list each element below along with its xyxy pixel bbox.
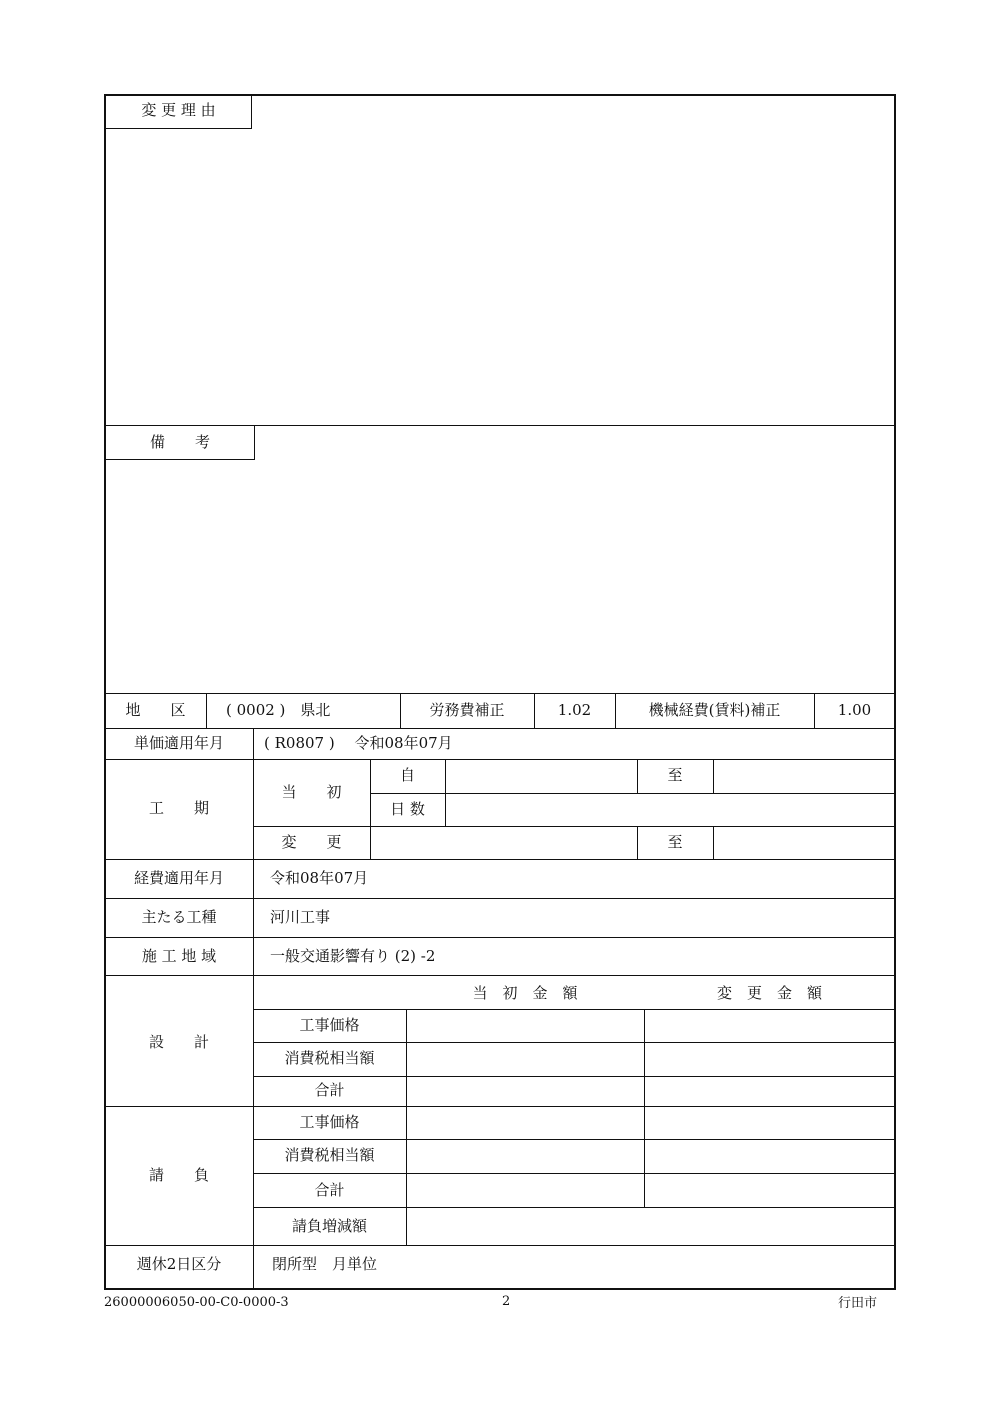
design-row-total: 合計 xyxy=(314,1081,345,1099)
rule xyxy=(105,1245,895,1246)
district-value: ( 0002 ) 県北 xyxy=(226,701,331,719)
machine-correction-value: 1.00 xyxy=(837,701,872,719)
design-row-price: 工事価格 xyxy=(299,1016,360,1034)
construction-area-value: 一般交通影響有り (2) -2 xyxy=(270,947,436,965)
weekly-holiday-value: 閉所型 月単位 xyxy=(272,1255,378,1273)
remarks-label: 備 考 xyxy=(149,433,210,451)
weekly-holiday-label: 週休2日区分 xyxy=(136,1255,222,1273)
period-days-field[interactable] xyxy=(446,794,894,825)
change-reason-body[interactable] xyxy=(260,134,880,414)
period-to-label: 至 xyxy=(667,766,683,784)
main-work-type-label: 主たる工種 xyxy=(141,908,217,926)
period-change-to-label: 至 xyxy=(667,833,683,851)
period-change-label: 変 更 xyxy=(281,833,342,851)
contract-label: 請 負 xyxy=(148,1166,209,1184)
rule xyxy=(253,728,254,1290)
rule xyxy=(253,1139,895,1140)
expense-month-value: 令和08年07月 xyxy=(270,869,369,887)
rule xyxy=(253,1076,895,1077)
design-label: 設 計 xyxy=(148,1033,209,1051)
main-work-type-value: 河川工事 xyxy=(270,908,331,926)
rule xyxy=(105,1106,895,1107)
rule xyxy=(406,1009,407,1245)
contract-diff-label: 請負増減額 xyxy=(291,1217,367,1235)
changed-amount-header: 変 更 金 額 xyxy=(716,984,822,1002)
rule xyxy=(253,1009,895,1010)
page-number: 2 xyxy=(502,1294,511,1309)
machine-correction-label: 機械経費(賃料)補正 xyxy=(648,701,781,719)
rule xyxy=(105,975,895,976)
rule xyxy=(105,898,895,899)
period-change-from-field[interactable] xyxy=(371,827,636,858)
period-from-label: 自 xyxy=(399,766,415,784)
change-reason-label: 変 更 理 由 xyxy=(141,101,216,119)
rule xyxy=(253,1173,895,1174)
contract-row-price: 工事価格 xyxy=(299,1113,360,1131)
rule xyxy=(105,859,895,860)
organization: 行田市 xyxy=(838,1296,878,1311)
period-to-field[interactable] xyxy=(714,760,894,792)
remarks-body[interactable] xyxy=(262,465,882,685)
rule xyxy=(206,693,207,728)
doc-number: 26000006050-00-C0-0000-3 xyxy=(104,1295,289,1310)
labor-correction-value: 1.02 xyxy=(557,701,592,719)
rule xyxy=(253,1042,895,1043)
period-change-to-field[interactable] xyxy=(714,827,894,858)
construction-area-label: 施 工 地 域 xyxy=(141,947,217,965)
initial-amount-header: 当 初 金 額 xyxy=(472,984,578,1002)
rule xyxy=(105,937,895,938)
period-initial-label: 当 初 xyxy=(281,783,342,801)
rule xyxy=(253,1207,895,1208)
period-days-label: 日 数 xyxy=(390,800,425,818)
design-row-tax: 消費税相当額 xyxy=(284,1049,375,1067)
unit-price-month-value: ( R0807 ) 令和08年07月 xyxy=(264,734,453,752)
expense-month-label: 経費適用年月 xyxy=(133,869,224,887)
period-label: 工 期 xyxy=(148,799,209,817)
period-from-field[interactable] xyxy=(446,760,636,792)
labor-correction-label: 労務費補正 xyxy=(429,701,505,719)
district-label: 地 区 xyxy=(125,701,186,719)
unit-price-month-label: 単価適用年月 xyxy=(133,734,224,752)
rule xyxy=(105,728,895,729)
rule xyxy=(644,1009,645,1207)
rule xyxy=(105,693,895,694)
contract-row-tax: 消費税相当額 xyxy=(284,1146,375,1164)
contract-row-total: 合計 xyxy=(314,1181,345,1199)
